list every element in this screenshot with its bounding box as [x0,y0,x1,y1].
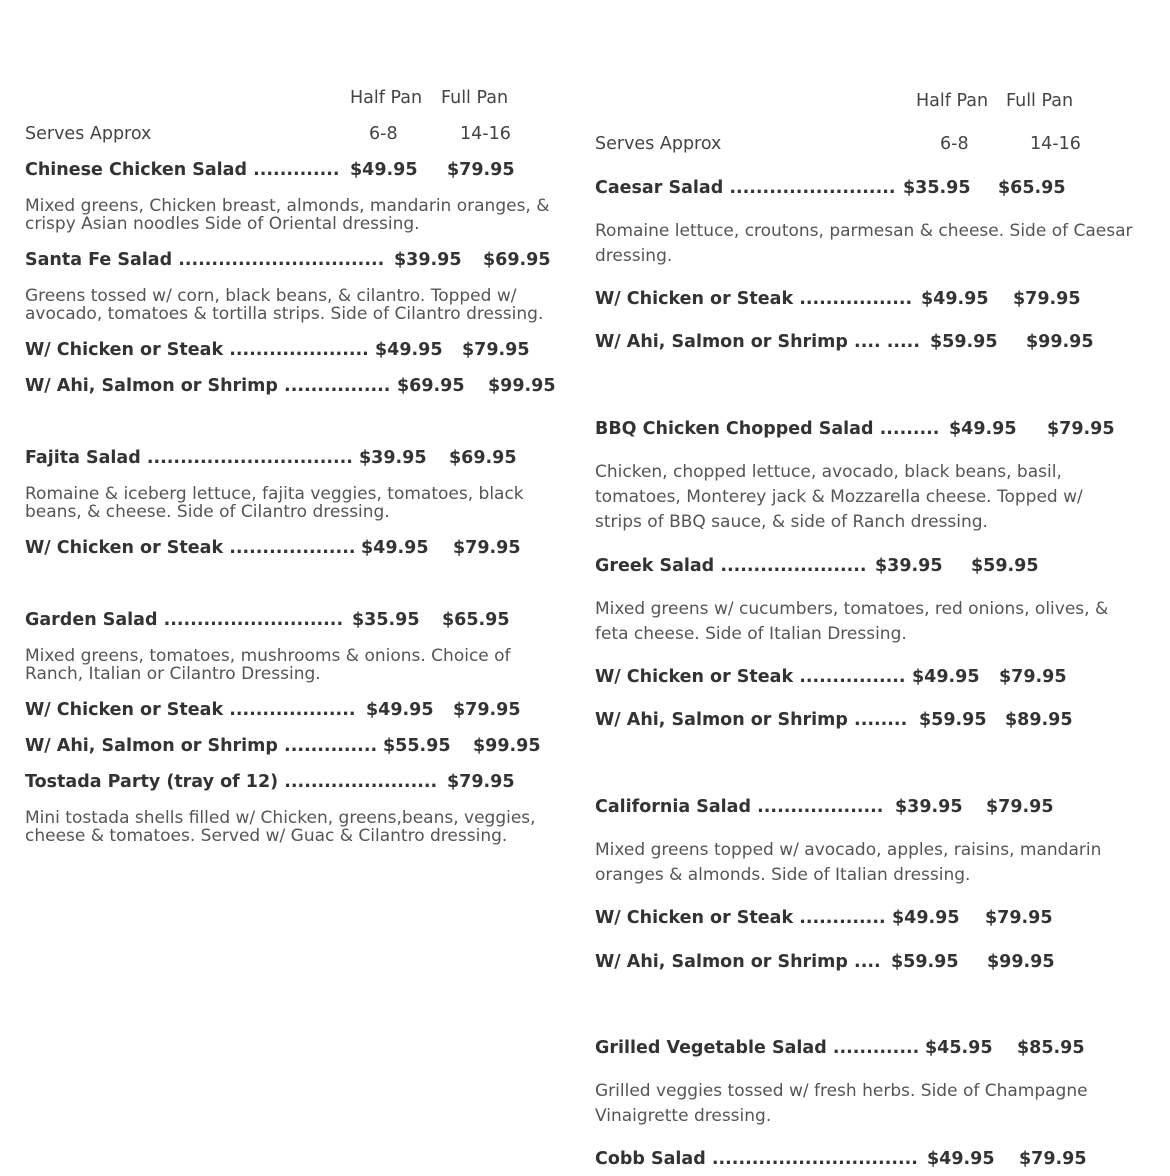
item-full-price: $79.95 [462,340,530,360]
item-full-price: $89.95 [1005,710,1073,730]
item-name: BBQ Chicken Chopped Salad [595,419,874,439]
item-half-price: $59.95 [930,332,998,352]
item-name: W/ Ahi, Salmon or Shrimp [25,736,278,756]
item-half-price: $39.95 [394,250,462,270]
item-dots: ......................... [729,178,896,198]
item-half-price: $49.95 [892,908,960,928]
left-full-pan-header: Full Pan [441,88,509,108]
item-dots: ................. [799,289,913,309]
item-dots: ....................... [284,772,438,792]
menu-item [595,556,1155,576]
item-name: W/ Chicken or Steak [25,700,224,720]
item-dots: .... [854,952,881,972]
menu-item [595,797,1155,817]
item-name: W/ Ahi, Salmon or Shrimp [25,376,278,396]
item-full-price: $79.95 [447,160,515,180]
left-half-pan-header: Half Pan [350,88,423,108]
item-full-price: $59.95 [971,556,1039,576]
item-half-price: $59.95 [919,710,987,730]
item-name: W/ Chicken or Steak [25,340,224,360]
item-full-price: $69.95 [449,448,517,468]
menu-item [25,340,570,360]
right-serves-label: Serves Approx [595,134,722,154]
item-dots: ................... [229,700,356,720]
item-half-price: $49.95 [921,289,989,309]
item-half-price: $49.95 [375,340,443,360]
item-description: Chicken, chopped lettuce, avocado, black beans, basil, tomatoes, Monterey jack & Mozzarella cheese. Topped w/ strips of BBQ sauce, & side of Ranch dressing. [595,462,1083,532]
item-dots: ........ [854,710,908,730]
item-dots: ................ [284,376,391,396]
left-serves-label: Serves Approx [25,124,152,144]
item-dots: ............................... [178,250,385,270]
item-dots: .... ..... [854,332,920,352]
menu-item [595,952,1155,972]
left-serves-full: 14-16 [460,124,511,144]
item-half-price: $39.95 [875,556,943,576]
item-half-price: $35.95 [903,178,971,198]
item-dots: ................ [799,667,906,687]
right-full-pan-header: Full Pan [1006,91,1074,111]
item-description: Mixed greens topped w/ avocado, apples, raisins, mandarin oranges & almonds. Side of Italian dressing. [595,840,1102,885]
item-full-price: $79.95 [1013,289,1081,309]
item-name: Greek Salad [595,556,715,576]
item-half-price: $79.95 [447,772,515,792]
item-name: W/ Ahi, Salmon or Shrimp [595,952,848,972]
item-half-price: $39.95 [359,448,427,468]
right-serves-half: 6-8 [940,134,969,154]
menu-item [25,610,570,630]
item-full-price: $69.95 [483,250,551,270]
item-name: Tostada Party (tray of 12) [25,772,279,792]
menu-item [595,710,1155,730]
item-name: Chinese Chicken Salad [25,160,248,180]
item-half-price: $59.95 [891,952,959,972]
item-half-price: $45.95 [925,1038,993,1058]
item-full-price: $79.95 [453,538,521,558]
item-name: W/ Ahi, Salmon or Shrimp [595,710,848,730]
item-name: California Salad [595,797,752,817]
item-half-price: $39.95 [895,797,963,817]
item-half-price: $49.95 [366,700,434,720]
item-description: Mixed greens, Chicken breast, almonds, mandarin oranges, & crispy Asian noodles Side of Oriental dressing. [25,196,550,234]
right-serves-full: 14-16 [1030,134,1081,154]
menu-item [595,289,1155,309]
item-dots: ................... [757,797,884,817]
menu-item [595,419,1155,439]
menu-item [25,160,570,180]
item-name: Caesar Salad [595,178,724,198]
item-full-price: $99.95 [473,736,541,756]
right-half-pan-header: Half Pan [916,91,989,111]
menu-item [595,1149,1155,1169]
item-dots: .............. [284,736,378,756]
item-name: Grilled Vegetable Salad [595,1038,827,1058]
menu-item [25,448,570,468]
menu-item [595,1038,1155,1058]
item-full-price: $99.95 [1026,332,1094,352]
menu-item [25,700,570,720]
item-half-price: $49.95 [350,160,418,180]
item-full-price: $79.95 [986,797,1054,817]
item-description: Grilled veggies tossed w/ fresh herbs. Side of Champagne Vinaigrette dressing. [595,1081,1088,1126]
menu-item [25,376,570,396]
item-half-price: $55.95 [383,736,451,756]
item-dots: ............. [253,160,340,180]
item-full-price: $65.95 [442,610,510,630]
item-description: Romaine lettuce, croutons, parmesan & cheese. Side of Caesar dressing. [595,221,1133,266]
item-half-price: $49.95 [912,667,980,687]
item-half-price: $49.95 [361,538,429,558]
menu-item [25,736,570,756]
item-name: Fajita Salad [25,448,141,468]
item-name: W/ Chicken or Steak [595,289,794,309]
item-description: Mini tostada shells filled w/ Chicken, greens,beans, veggies, cheese & tomatoes. Served w/ Guac & Cilantro dressing. [25,808,536,846]
item-description: Mixed greens w/ cucumbers, tomatoes, red onions, olives, & feta cheese. Side of Italian Dressing. [595,599,1109,644]
item-full-price: $65.95 [998,178,1066,198]
item-name: W/ Chicken or Steak [595,667,794,687]
item-name: Garden Salad [25,610,158,630]
item-description: Romaine & iceberg lettuce, fajita veggies, tomatoes, black beans, & cheese. Side of Cilantro dressing. [25,484,524,522]
item-full-price: $79.95 [1047,419,1115,439]
menu-item [595,667,1155,687]
item-half-price: $49.95 [949,419,1017,439]
item-dots: ..................... [229,340,369,360]
item-dots: ............................... [146,448,353,468]
item-full-price: $79.95 [453,700,521,720]
item-description: Greens tossed w/ corn, black beans, & cilantro. Topped w/ avocado, tomatoes & tortilla strips. Side of Cilantro dressing. [25,286,544,324]
item-full-price: $99.95 [987,952,1055,972]
menu-item [595,908,1155,928]
item-dots: ........................... [163,610,344,630]
item-description: Mixed greens, tomatoes, mushrooms & onions. Choice of Ranch, Italian or Cilantro Dressing. [25,646,511,684]
item-name: Cobb Salad [595,1149,706,1169]
item-full-price: $79.95 [985,908,1053,928]
item-full-price: $79.95 [1019,1149,1087,1169]
item-name: W/ Chicken or Steak [595,908,794,928]
item-half-price: $49.95 [927,1149,995,1169]
item-name: W/ Ahi, Salmon or Shrimp [595,332,848,352]
item-name: W/ Chicken or Steak [25,538,224,558]
item-dots: ................... [229,538,356,558]
item-dots: ......... [879,419,940,439]
item-dots: ............................... [711,1149,918,1169]
item-name: Santa Fe Salad [25,250,173,270]
item-full-price: $79.95 [999,667,1067,687]
left-serves-half: 6-8 [369,124,398,144]
menu-item [595,332,1155,352]
menu-item [25,250,570,270]
menu-item [25,538,570,558]
menu-item [595,178,1155,198]
menu-item [25,772,570,792]
item-half-price: $69.95 [397,376,465,396]
item-dots: ............. [799,908,886,928]
item-half-price: $35.95 [352,610,420,630]
item-dots: ...................... [720,556,867,576]
item-full-price: $99.95 [488,376,556,396]
item-dots: ............. [832,1038,920,1058]
item-full-price: $85.95 [1017,1038,1085,1058]
